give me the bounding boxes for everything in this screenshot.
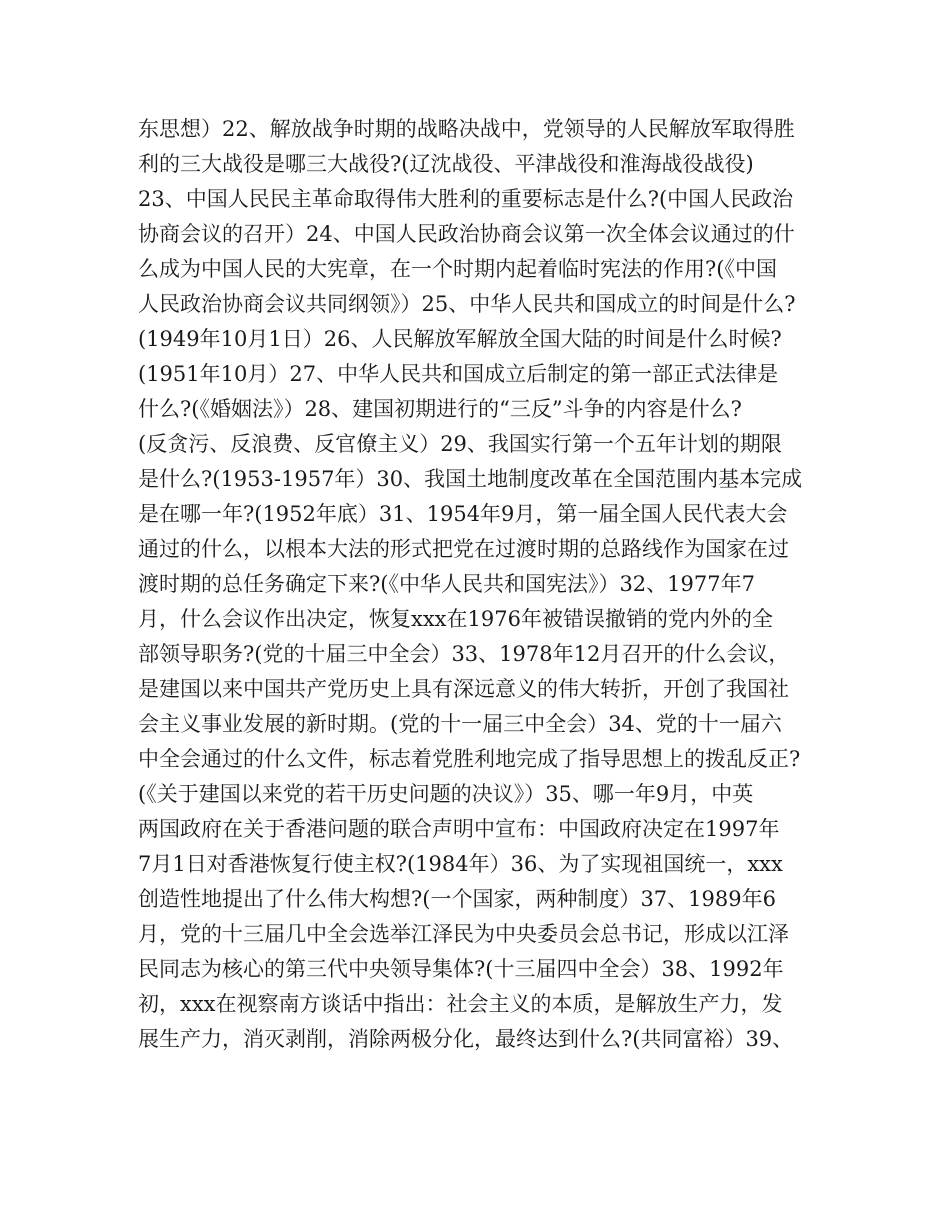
text-line: 23、中国人民民主革命取得伟大胜利的重要标志是什么?(中国人民政治 [138, 187, 794, 211]
text-line: 是建国以来中国共产党历史上具有深远意义的伟大转折，开创了我国社 [138, 677, 789, 701]
text-line: 中全会通过的什么文件，标志着党胜利地完成了指导思想上的拨乱反正? [138, 747, 801, 771]
text-line: 人民政治协商会议共同纲领》）25、中华人民共和国成立的时间是什么? [138, 292, 796, 316]
text-line: 通过的什么，以根本大法的形式把党在过渡时期的总路线作为国家在过 [138, 537, 789, 561]
text-line: 展生产力，消灭剥削，消除两极分化，最终达到什么?(共同富裕）39、 [138, 1027, 794, 1051]
text-line: 7月1日对香港恢复行使主权?(1984年）36、为了实现祖国统一，xxx [138, 852, 783, 876]
text-line: (1949年10月1日）26、人民解放军解放全国大陆的时间是什么时候? [138, 327, 782, 351]
text-line: 初，xxx在视察南方谈话中指出：社会主义的本质，是解放生产力，发 [138, 992, 783, 1016]
text-line: 么成为中国人民的大宪章，在一个时期内起着临时宪法的作用?(《中国 [138, 257, 777, 281]
text-line: 协商会议的召开）24、中国人民政治协商会议第一次全体会议通过的什 [138, 222, 795, 246]
text-line: (反贪污、反浪费、反官僚主义）29、我国实行第一个五年计划的期限 [138, 432, 782, 456]
text-line: 民同志为核心的第三代中央领导集体?(十三届四中全会）38、1992年 [138, 957, 784, 981]
text-line: 什么?(《婚姻法》）28、建国初期进行的“三反”斗争的内容是什么? [138, 397, 742, 421]
text-line: 利的三大战役是哪三大战役?(辽沈战役、平津战役和淮海战役战役) [138, 152, 754, 176]
text-line: 是什么?(1953-1957年）30、我国土地制度改革在全国范围内基本完成 [138, 467, 803, 491]
text-line: 渡时期的总任务确定下来?(《中华人民共和国宪法》）32、1977年7 [138, 572, 755, 596]
text-line: 是在哪一年?(1952年底）31、1954年9月，第一届全国人民代表大会 [138, 502, 788, 526]
text-line: (《关于建国以来党的若干历史问题的决议》）35、哪一年9月，中英 [138, 782, 754, 806]
text-line: 月，党的十三届几中全会选举江泽民为中央委员会总书记，形成以江泽 [138, 922, 789, 946]
text-line: 东思想）22、解放战争时期的战略决战中，党领导的人民解放军取得胜 [138, 117, 795, 141]
text-line: 部领导职务?(党的十届三中全会）33、1978年12月召开的什么会议， [138, 642, 790, 666]
text-line: 创造性地提出了什么伟大构想?(一个国家，两种制度）37、1989年6 [138, 887, 776, 911]
document-body [138, 112, 828, 1057]
text-line: (1951年10月）27、中华人民共和国成立后制定的第一部正式法律是 [138, 362, 779, 386]
text-line: 两国政府在关于香港问题的联合声明中宣布：中国政府决定在1997年 [138, 817, 780, 841]
text-line: 月，什么会议作出决定，恢复xxx在1976年被错误撤销的党内外的全 [138, 607, 773, 631]
text-line: 会主义事业发展的新时期。(党的十一届三中全会）34、党的十一届六 [138, 712, 782, 736]
